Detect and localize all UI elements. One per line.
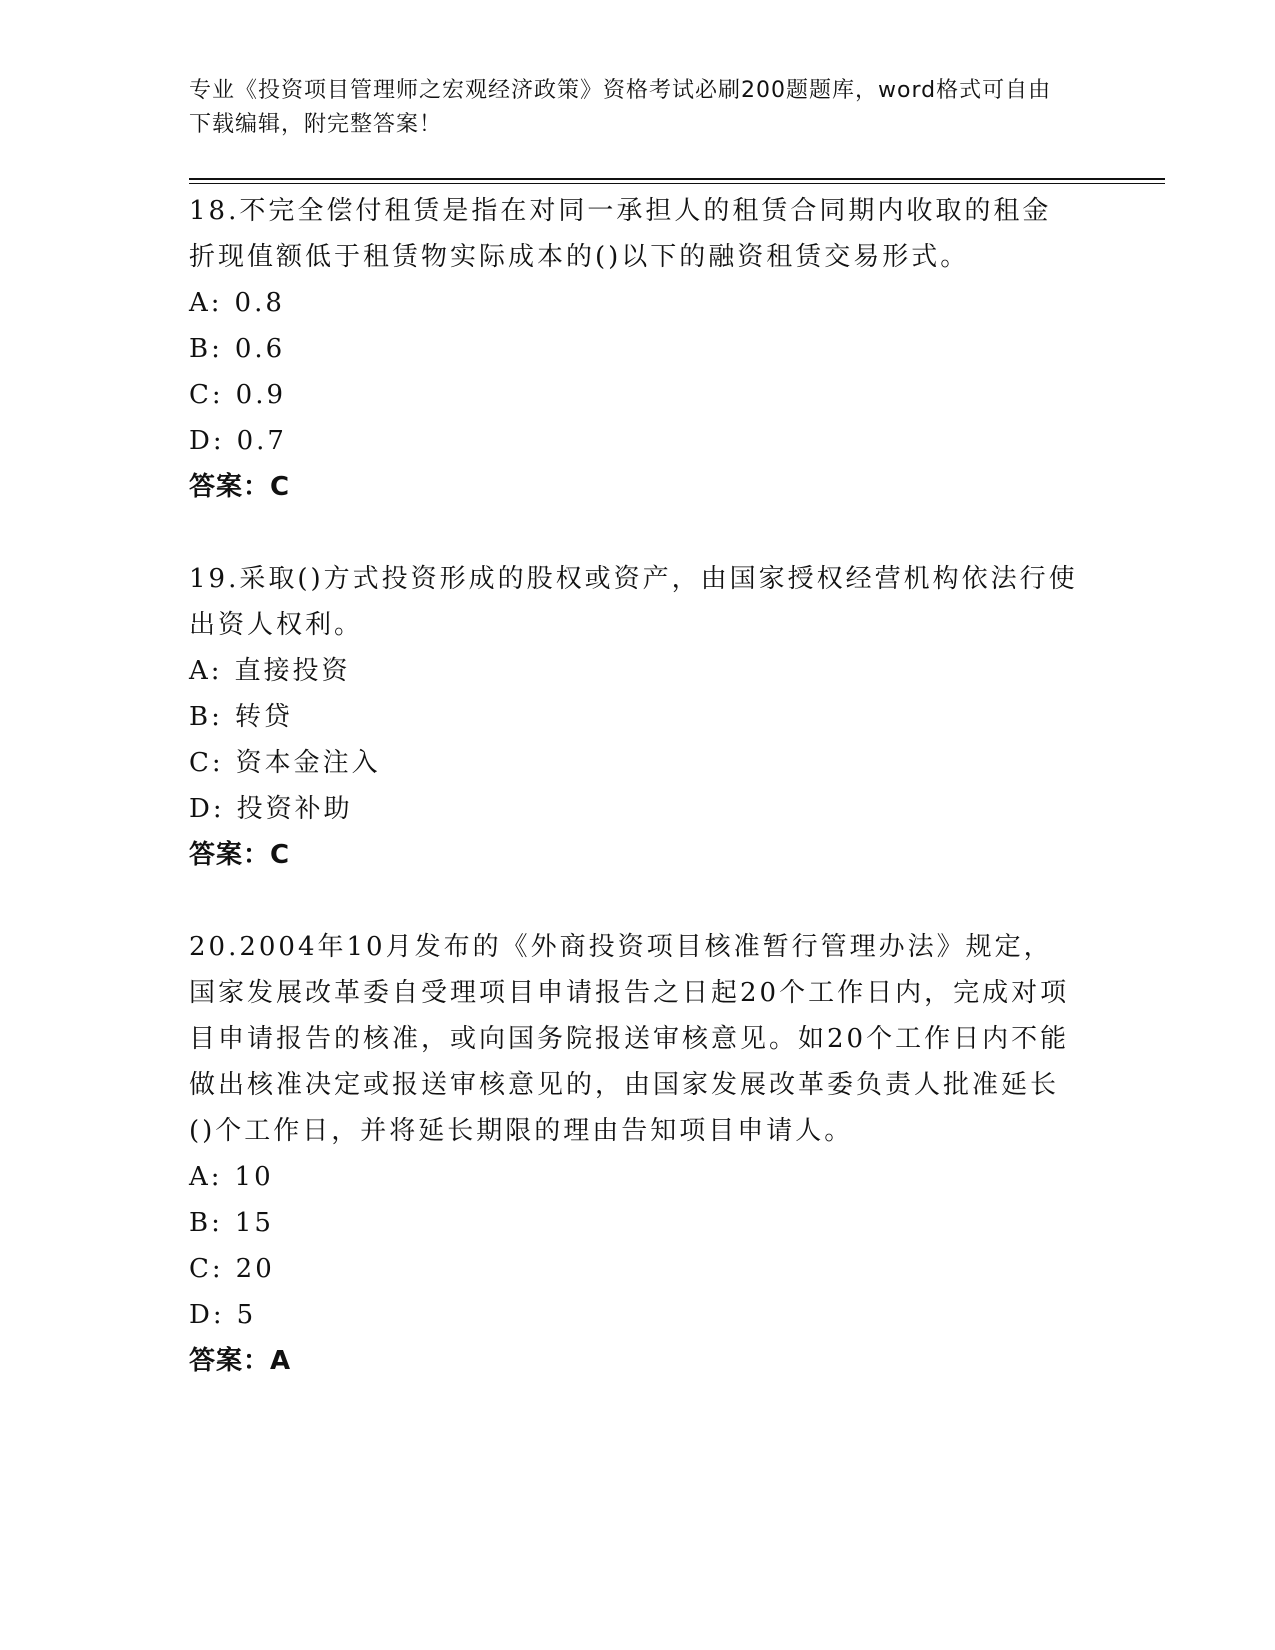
option-letter: D: [189,426,225,456]
option-text: 0.6 [234,334,286,364]
option-d [189,786,1089,832]
option-c [189,740,1089,786]
option-text: 资本金注入 [235,748,381,778]
question-stem: 18.不完全偿付租赁是指在对同一承担人的租赁合同期内收取的租金折现值额低于租赁物实际成本的()以下的融资租赁交易形式。 [189,196,1052,272]
question-19 [189,556,1089,878]
document-header: 专业《投资项目管理师之宏观经济政策》资格考试必刷200题题库，word格式可自由下载编辑，附完整答案！ [189,78,1052,137]
header-divider-thick [189,178,1165,180]
option-text: 5 [236,1300,257,1330]
question-stem: 19.采取()方式投资形成的股权或资产，由国家授权经营机构依法行使出资人权利。 [189,564,1078,640]
option-text: 直接投资 [234,656,351,686]
option-b [189,326,1089,372]
option-text: 20 [235,1254,275,1284]
option-letter: D: [189,794,225,824]
option-a [189,1154,1089,1200]
option-letter: A: [189,288,223,318]
option-letter: C: [189,380,224,410]
option-letter: B: [189,334,223,364]
option-b [189,1200,1089,1246]
option-d [189,418,1089,464]
option-text: 0.8 [234,288,285,318]
option-letter: A: [189,656,223,686]
option-letter: B: [189,1208,223,1238]
header-divider-thin [189,183,1165,184]
option-letter: C: [189,1254,224,1284]
option-text: 转贷 [234,702,293,732]
question-stem: 20.2004年10月发布的《外商投资项目核准暂行管理办法》规定，国家发展改革委自受理项目申请报告之日起20个工作日内，完成对项目申请报告的核准，或向国务院报送审核意见。如20个工作日内不能做出核准决定或报送审核意见的，由国家发展改革委负责人批准延长()个工作日，并将延长期限的理由告知项目申请人。 [189,932,1070,1146]
option-d [189,1292,1089,1338]
option-c [189,1246,1089,1292]
question-list [189,188,1089,1430]
option-text: 0.9 [235,380,287,410]
option-text: 10 [234,1162,274,1192]
answer-key: 答案：C [189,472,291,502]
option-c [189,372,1089,418]
option-text: 0.7 [236,426,287,456]
answer-key: 答案：C [189,840,291,870]
question-20 [189,924,1089,1384]
option-a [189,648,1089,694]
option-b [189,694,1089,740]
option-letter: C: [189,748,224,778]
option-text: 投资补助 [236,794,353,824]
option-text: 15 [234,1208,274,1238]
option-letter: A: [189,1162,223,1192]
option-letter: B: [189,702,223,732]
option-letter: D: [189,1300,225,1330]
option-a [189,280,1089,326]
question-18 [189,188,1089,510]
answer-key: 答案：A [189,1346,292,1376]
